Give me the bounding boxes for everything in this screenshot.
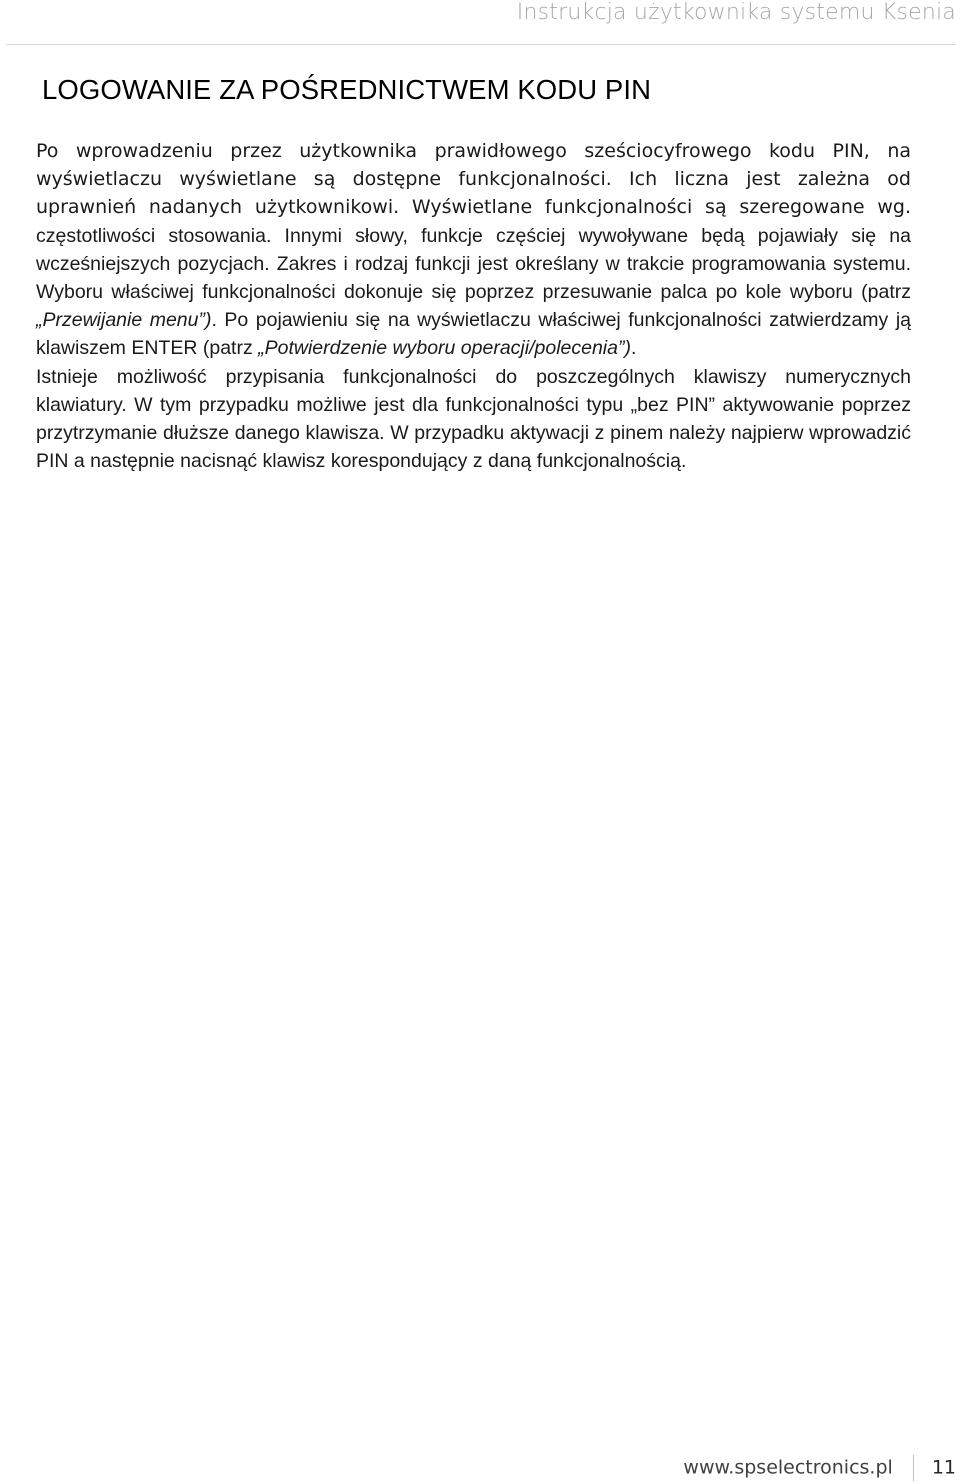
page-number: 11 [931, 1456, 956, 1479]
reference-potwierdzenie-wyboru: „Potwierdzenie wyboru operacji/polecenia”) [258, 337, 631, 360]
paragraph-1-part-2: częstotliwości stosowania. Innymi słowy, funkcje częściej wywoływane będą pojawiały się na wcześniejszych pozycjach. Zakres i rodzaj funkcji jest określany w trakcie programowania systemu. Wyboru właściwej funkcjonalności dokonuje się poprzez przesuwanie palca po kole wyboru (patrz [36, 224, 911, 304]
paragraph-1-part-4: . [630, 337, 637, 360]
footer-separator [913, 1455, 914, 1481]
page-footer [683, 1455, 956, 1481]
paragraph-1-part-3: . Po pojawieniu się na wyświetlaczu właściwej funkcjonalności zatwierdzamy ją klawiszem ENTER (patrz [36, 309, 911, 360]
paragraph-2: Istnieje możliwość przypisania funkcjonalności do poszczególnych klawiszy numerycznych klawiatury. W tym przypadku możliwe jest dla funkcjonalności typu „bez PIN” aktywowanie poprzez przytrzymanie dłuższe danego klawisza. W przypadku aktywacji z pinem należy najpierw wprowadzić PIN a następnie nacisnąć klawisz korespondujący z daną funkcjonalnością. [36, 365, 911, 473]
header-divider [6, 44, 956, 45]
paragraph-1-part-1: Po wprowadzeniu przez użytkownika prawidłowego sześciocyfrowego kodu PIN, na wyświetlaczu wyświetlane są dostępne funkcjonalności. Ich liczna jest zależna od uprawnień nadanych użytkownikowi. Wyświetlane funkcjonalności są szeregowane wg. [36, 140, 911, 219]
section-title: LOGOWANIE ZA POŚREDNICTWEM KODU PIN [42, 74, 652, 105]
running-header: Instrukcja użytkownika systemu Ksenia [516, 0, 956, 25]
paragraph-1 [36, 137, 911, 363]
body-text [36, 137, 911, 475]
footer-website: www.spselectronics.pl [683, 1456, 893, 1479]
reference-przewijanie-menu: „Przewijanie menu”) [36, 309, 212, 332]
